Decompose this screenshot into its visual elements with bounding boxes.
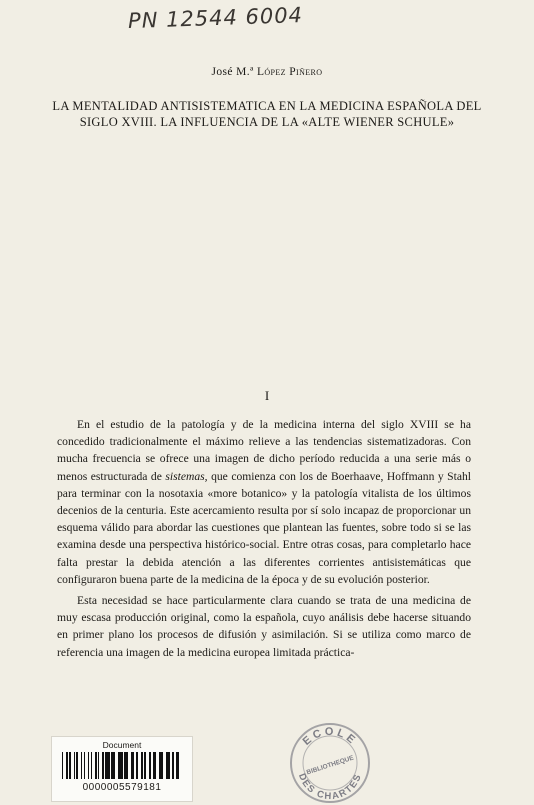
barcode-title: Document — [102, 740, 142, 750]
stamp-text-bottom: DES CHARTES — [295, 771, 365, 803]
section-number: I — [264, 388, 270, 403]
article-body — [57, 416, 471, 661]
barcode-bars — [62, 752, 182, 779]
article-title: LA MENTALIDAD ANTISISTEMATICA EN LA MEDICINA ESPAÑOLA DEL SIGLO XVIII. LA INFLUENCIA DE LA «ALTE WIENER SCHULE» — [52, 99, 482, 129]
paragraph-1-before: En el estudio de la patología y de la medicina interna del siglo XVIII se ha concedido tradicionalmente el máximo relieve a las tendencias sistematizadoras. Con mucha frecuencia se ofrece una imagen de dicho período reducida a una serie más o menos estructurada de — [57, 418, 471, 483]
barcode-number: 0000005579181 — [82, 782, 162, 793]
stamp-text-top: ECOLE — [300, 725, 360, 748]
paragraph-2: Esta necesidad se hace particularmente clara cuando se trata de una medicina de muy escasa producción original, como la española, cuyo análisis debe hacerse situando en primer plano los procesos de difusión y asimilación. Si se utiliza como marco de referencia una imagen de la medicina europea limitada práctica- — [57, 594, 471, 659]
author-line — [0, 66, 534, 78]
barcode-bar — [179, 752, 182, 779]
paragraph-1 — [57, 416, 471, 588]
paragraph-1-after: que comienza con los de Boerhaave, Hoffmann y Stahl para terminar con la nosotaxia «more botanico» y la patología vitalista de los últimos decenios de la centuria. Este acercamiento resulta por sí solo incapaz de proporcionar un esquema válido para abordar las cuestiones que plantean las fuentes, sobre todo si se las examina desde una perspectiva histórico-social. Entre otras cosas, para completarlo hace falta prestar la debida atención a las diferentes corrientes antisistemáticas que configuraron buena parte de la medicina de la época y de su evolución posterior. — [57, 469, 471, 586]
handwritten-shelfmark: PN 12544 6004 — [127, 2, 304, 34]
stamp-text-center: BIBLIOTHEQUE — [305, 754, 355, 777]
paragraph-1-italic: sistemas, — [165, 469, 208, 483]
library-stamp — [288, 721, 372, 805]
author-first-name: José M.ª — [211, 66, 254, 78]
stamp-graphic — [288, 721, 372, 805]
author-last-name: López Piñero — [256, 66, 323, 78]
barcode-label — [51, 736, 193, 802]
